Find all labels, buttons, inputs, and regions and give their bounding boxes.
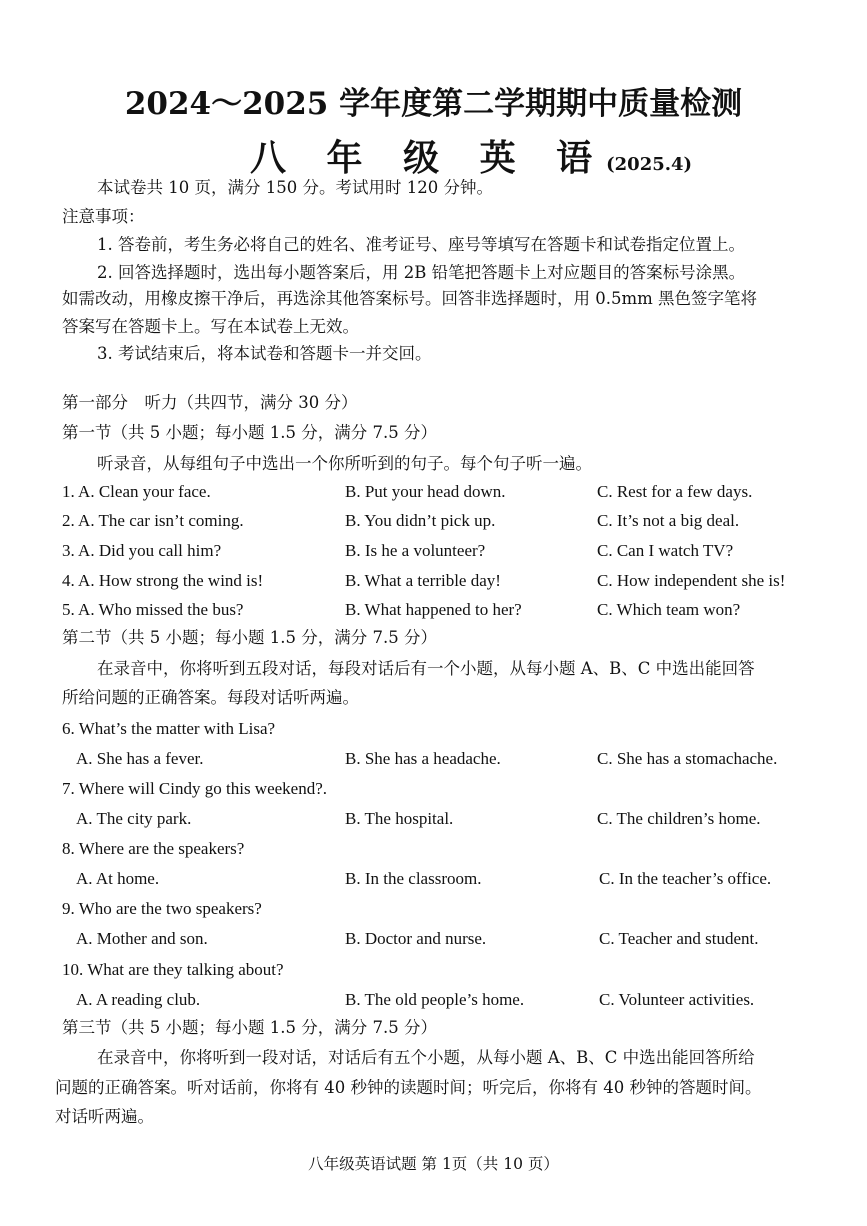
option-b: B. The old people’s home.	[345, 990, 525, 1009]
option-b: B. Doctor and nurse.	[345, 929, 487, 948]
notice-item: 2. 回答选择题时，选出每小题答案后，用 2B 铅笔把答题卡上对应题目的答案标号涂黑。	[97, 263, 746, 282]
option-a: 3. A. Did you call him?	[62, 541, 222, 560]
option-c: C. It’s not a big deal.	[597, 511, 740, 530]
option-c: C. Rest for a few days.	[597, 482, 753, 501]
option-c: C. Can I watch TV?	[597, 541, 734, 560]
option-b: B. You didn’t pick up.	[345, 511, 496, 530]
option-b: B. What a terrible day!	[345, 571, 501, 590]
option-a: A. The city park.	[76, 809, 192, 828]
question-stem: 7. Where will Cindy go this weekend?.	[62, 779, 328, 798]
option-a: A. A reading club.	[76, 990, 201, 1009]
intro-text: 本试卷共 10 页，满分 150 分。考试用时 120 分钟。	[97, 178, 493, 197]
option-a: 1. A. Clean your face.	[62, 482, 211, 501]
option-c: C. Teacher and student.	[599, 929, 759, 948]
section1-heading: 第一节（共 5 小题；每小题 1.5 分，满分 7.5 分）	[62, 423, 437, 442]
question-stem: 6. What’s the matter with Lisa?	[62, 719, 276, 738]
option-a: A. She has a fever.	[76, 749, 204, 768]
part1-heading: 第一部分 听力（共四节，满分 30 分）	[62, 393, 358, 412]
option-a: A. Mother and son.	[76, 929, 208, 948]
section2-instruction: 在录音中，你将听到五段对话，每段对话后有一个小题，从每小题 A、B、C 中选出能回答	[97, 659, 755, 678]
section3-instruction: 问题的正确答案。听对话前，你将有 40 秒钟的读题时间；听完后，你将有 40 秒钟的答题时间。	[55, 1078, 762, 1097]
option-c: C. The children’s home.	[597, 809, 761, 828]
option-a: A. At home.	[76, 869, 160, 888]
question-stem: 9. Who are the two speakers?	[62, 899, 262, 918]
option-a: 4. A. How strong the wind is!	[62, 571, 264, 590]
section3-heading: 第三节（共 5 小题；每小题 1.5 分，满分 7.5 分）	[62, 1018, 437, 1037]
question-stem: 8. Where are the speakers?	[62, 839, 245, 858]
option-c: C. How independent she is!	[597, 571, 786, 590]
option-b: B. Is he a volunteer?	[345, 541, 486, 560]
subject-title	[250, 130, 692, 181]
page-footer: 八年级英语试题 第 1页（共 10 页）	[308, 1155, 559, 1173]
question-stem: 10. What are they talking about?	[62, 960, 284, 979]
option-a: 5. A. Who missed the bus?	[62, 600, 244, 619]
section1-instruction: 听录音，从每组句子中选出一个你所听到的句子。每个句子听一遍。	[97, 454, 592, 473]
notice-item: 答案写在答题卡上。写在本试卷上无效。	[62, 317, 359, 336]
subject-name: 八 年 级 英 语	[250, 137, 607, 179]
notice-item: 1. 答卷前，考生务必将自己的姓名、准考证号、座号等填写在答题卡和试卷指定位置上。	[97, 235, 745, 254]
option-c: C. In the teacher’s office.	[599, 869, 772, 888]
option-b: B. She has a headache.	[345, 749, 501, 768]
exam-title: 2024～2025 学年度第二学期期中质量检测	[124, 86, 743, 122]
section2-instruction: 所给问题的正确答案。每段对话听两遍。	[62, 688, 359, 707]
option-c: C. Volunteer activities.	[599, 990, 755, 1009]
option-b: B. The hospital.	[345, 809, 454, 828]
option-c: C. Which team won?	[597, 600, 741, 619]
option-b: B. In the classroom.	[345, 869, 482, 888]
section2-heading: 第二节（共 5 小题；每小题 1.5 分，满分 7.5 分）	[62, 628, 437, 647]
notice-heading: 注意事项：	[62, 207, 145, 226]
notice-item: 如需改动，用橡皮擦干净后，再选涂其他答案标号。回答非选择题时，用 0.5mm 黑色签字笔将	[62, 289, 758, 308]
option-b: B. What happened to her?	[345, 600, 522, 619]
exam-date: (2025.4)	[606, 154, 693, 175]
option-b: B. Put your head down.	[345, 482, 506, 501]
notice-item: 3. 考试结束后，将本试卷和答题卡一并交回。	[97, 344, 432, 363]
section3-instruction: 对话听两遍。	[55, 1107, 154, 1126]
option-a: 2. A. The car isn’t coming.	[62, 511, 244, 530]
section3-instruction: 在录音中，你将听到一段对话，对话后有五个小题，从每小题 A、B、C 中选出能回答所给	[97, 1048, 755, 1067]
option-c: C. She has a stomachache.	[597, 749, 778, 768]
